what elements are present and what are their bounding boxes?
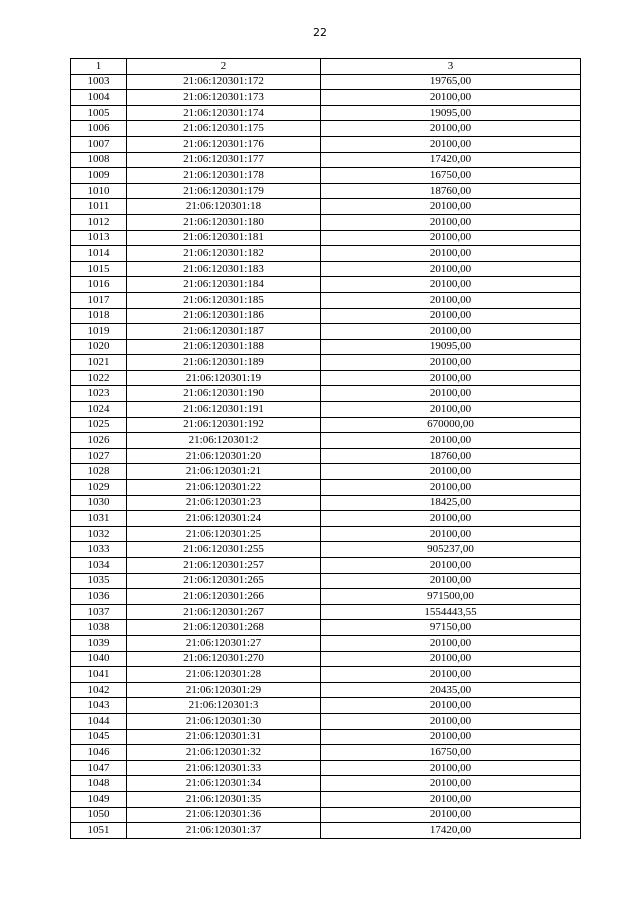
row-number-cell: 1031 [71, 511, 127, 527]
table-row [71, 620, 581, 636]
row-number-cell: 1010 [71, 183, 127, 199]
row-number-cell: 1033 [71, 542, 127, 558]
row-number-cell: 1003 [71, 74, 127, 90]
cadastral-number-cell: 21:06:120301:181 [127, 230, 321, 246]
row-number-cell: 1025 [71, 417, 127, 433]
row-number-cell: 1015 [71, 261, 127, 277]
table-row [71, 635, 581, 651]
value-cell: 20100,00 [321, 355, 581, 371]
row-number-cell: 1050 [71, 807, 127, 823]
table-row [71, 682, 581, 698]
row-number-cell: 1040 [71, 651, 127, 667]
value-cell: 670000,00 [321, 417, 581, 433]
table-row [71, 168, 581, 184]
cadastral-number-cell: 21:06:120301:179 [127, 183, 321, 199]
cadastral-number-cell: 21:06:120301:23 [127, 495, 321, 511]
row-number-cell: 1009 [71, 168, 127, 184]
table-row [71, 526, 581, 542]
cadastral-number-cell: 21:06:120301:22 [127, 480, 321, 496]
value-cell: 17420,00 [321, 152, 581, 168]
value-cell: 20100,00 [321, 214, 581, 230]
row-number-cell: 1030 [71, 495, 127, 511]
value-cell: 20100,00 [321, 807, 581, 823]
value-cell: 20100,00 [321, 511, 581, 527]
value-cell: 20100,00 [321, 480, 581, 496]
cadastral-number-cell: 21:06:120301:174 [127, 105, 321, 121]
table-row [71, 214, 581, 230]
table-row [71, 573, 581, 589]
row-number-cell: 1026 [71, 433, 127, 449]
row-number-cell: 1036 [71, 589, 127, 605]
value-cell: 20100,00 [321, 464, 581, 480]
row-number-cell: 1044 [71, 713, 127, 729]
cadastral-number-cell: 21:06:120301:185 [127, 292, 321, 308]
cadastral-number-cell: 21:06:120301:184 [127, 277, 321, 293]
row-number-cell: 1017 [71, 292, 127, 308]
value-cell: 16750,00 [321, 168, 581, 184]
row-number-cell: 1032 [71, 526, 127, 542]
table-row [71, 292, 581, 308]
cadastral-number-cell: 21:06:120301:270 [127, 651, 321, 667]
table-body [71, 74, 581, 838]
cadastral-number-cell: 21:06:120301:178 [127, 168, 321, 184]
value-cell: 20100,00 [321, 791, 581, 807]
row-number-cell: 1013 [71, 230, 127, 246]
column-header-3: 3 [321, 59, 581, 75]
cadastral-number-cell: 21:06:120301:21 [127, 464, 321, 480]
value-cell: 20100,00 [321, 760, 581, 776]
table-row [71, 464, 581, 480]
cadastral-number-cell: 21:06:120301:34 [127, 776, 321, 792]
value-cell: 20435,00 [321, 682, 581, 698]
cadastral-number-cell: 21:06:120301:191 [127, 402, 321, 418]
value-cell: 20100,00 [321, 573, 581, 589]
table-row [71, 776, 581, 792]
value-cell: 20100,00 [321, 713, 581, 729]
table-row [71, 745, 581, 761]
row-number-cell: 1016 [71, 277, 127, 293]
table-row [71, 698, 581, 714]
value-cell: 1554443,55 [321, 604, 581, 620]
cadastral-number-cell: 21:06:120301:19 [127, 370, 321, 386]
table-row [71, 246, 581, 262]
value-cell: 20100,00 [321, 230, 581, 246]
row-number-cell: 1049 [71, 791, 127, 807]
cadastral-number-cell: 21:06:120301:173 [127, 90, 321, 106]
table-row [71, 339, 581, 355]
cadastral-number-cell: 21:06:120301:27 [127, 635, 321, 651]
row-number-cell: 1022 [71, 370, 127, 386]
cadastral-number-cell: 21:06:120301:183 [127, 261, 321, 277]
table-row [71, 667, 581, 683]
value-cell: 20100,00 [321, 776, 581, 792]
cadastral-number-cell: 21:06:120301:177 [127, 152, 321, 168]
cadastral-number-cell: 21:06:120301:267 [127, 604, 321, 620]
cadastral-number-cell: 21:06:120301:188 [127, 339, 321, 355]
row-number-cell: 1008 [71, 152, 127, 168]
cadastral-number-cell: 21:06:120301:28 [127, 667, 321, 683]
row-number-cell: 1028 [71, 464, 127, 480]
row-number-cell: 1037 [71, 604, 127, 620]
cadastral-number-cell: 21:06:120301:192 [127, 417, 321, 433]
row-number-cell: 1038 [71, 620, 127, 636]
value-cell: 19765,00 [321, 74, 581, 90]
cadastral-number-cell: 21:06:120301:182 [127, 246, 321, 262]
cadastral-number-cell: 21:06:120301:18 [127, 199, 321, 215]
row-number-cell: 1023 [71, 386, 127, 402]
row-number-cell: 1007 [71, 136, 127, 152]
table-row [71, 604, 581, 620]
cadastral-number-cell: 21:06:120301:2 [127, 433, 321, 449]
value-cell: 20100,00 [321, 199, 581, 215]
value-cell: 20100,00 [321, 698, 581, 714]
value-cell: 20100,00 [321, 90, 581, 106]
cadastral-number-cell: 21:06:120301:25 [127, 526, 321, 542]
row-number-cell: 1020 [71, 339, 127, 355]
cadastral-number-cell: 21:06:120301:257 [127, 558, 321, 574]
table-row [71, 74, 581, 90]
table-row [71, 308, 581, 324]
table-row [71, 480, 581, 496]
row-number-cell: 1011 [71, 199, 127, 215]
cadastral-number-cell: 21:06:120301:30 [127, 713, 321, 729]
value-cell: 20100,00 [321, 324, 581, 340]
value-cell: 17420,00 [321, 823, 581, 839]
value-cell: 16750,00 [321, 745, 581, 761]
row-number-cell: 1039 [71, 635, 127, 651]
row-number-cell: 1004 [71, 90, 127, 106]
row-number-cell: 1048 [71, 776, 127, 792]
cadastral-number-cell: 21:06:120301:36 [127, 807, 321, 823]
row-number-cell: 1018 [71, 308, 127, 324]
row-number-cell: 1005 [71, 105, 127, 121]
value-cell: 20100,00 [321, 386, 581, 402]
value-cell: 20100,00 [321, 121, 581, 137]
table-row [71, 121, 581, 137]
value-cell: 905237,00 [321, 542, 581, 558]
table-row [71, 277, 581, 293]
cadastral-number-cell: 21:06:120301:33 [127, 760, 321, 776]
column-header-1: 1 [71, 59, 127, 75]
row-number-cell: 1012 [71, 214, 127, 230]
cadastral-number-cell: 21:06:120301:187 [127, 324, 321, 340]
table-row [71, 542, 581, 558]
table-row [71, 791, 581, 807]
row-number-cell: 1034 [71, 558, 127, 574]
row-number-cell: 1035 [71, 573, 127, 589]
value-cell: 18760,00 [321, 183, 581, 199]
cadastral-number-cell: 21:06:120301:186 [127, 308, 321, 324]
value-cell: 20100,00 [321, 729, 581, 745]
cadastral-number-cell: 21:06:120301:35 [127, 791, 321, 807]
cadastral-number-cell: 21:06:120301:190 [127, 386, 321, 402]
table-row [71, 355, 581, 371]
table-row [71, 136, 581, 152]
value-cell: 20100,00 [321, 246, 581, 262]
cadastral-number-cell: 21:06:120301:3 [127, 698, 321, 714]
cadastral-number-cell: 21:06:120301:20 [127, 448, 321, 464]
table-row [71, 589, 581, 605]
table-row [71, 152, 581, 168]
table-row [71, 230, 581, 246]
value-cell: 20100,00 [321, 261, 581, 277]
row-number-cell: 1041 [71, 667, 127, 683]
cadastral-number-cell: 21:06:120301:180 [127, 214, 321, 230]
row-number-cell: 1042 [71, 682, 127, 698]
table-row [71, 370, 581, 386]
row-number-cell: 1024 [71, 402, 127, 418]
table-row [71, 183, 581, 199]
row-number-cell: 1047 [71, 760, 127, 776]
data-table [70, 58, 581, 839]
table-row [71, 558, 581, 574]
value-cell: 20100,00 [321, 433, 581, 449]
row-number-cell: 1051 [71, 823, 127, 839]
value-cell: 19095,00 [321, 339, 581, 355]
table-row [71, 807, 581, 823]
cadastral-number-cell: 21:06:120301:266 [127, 589, 321, 605]
cadastral-number-cell: 21:06:120301:265 [127, 573, 321, 589]
value-cell: 20100,00 [321, 308, 581, 324]
row-number-cell: 1021 [71, 355, 127, 371]
value-cell: 20100,00 [321, 651, 581, 667]
table-row [71, 105, 581, 121]
value-cell: 20100,00 [321, 667, 581, 683]
value-cell: 20100,00 [321, 292, 581, 308]
row-number-cell: 1019 [71, 324, 127, 340]
value-cell: 20100,00 [321, 526, 581, 542]
table-row [71, 199, 581, 215]
cadastral-number-cell: 21:06:120301:175 [127, 121, 321, 137]
table-header-row [71, 59, 581, 75]
cadastral-number-cell: 21:06:120301:172 [127, 74, 321, 90]
cadastral-number-cell: 21:06:120301:29 [127, 682, 321, 698]
row-number-cell: 1006 [71, 121, 127, 137]
row-number-cell: 1045 [71, 729, 127, 745]
value-cell: 20100,00 [321, 402, 581, 418]
table-row [71, 261, 581, 277]
cadastral-number-cell: 21:06:120301:255 [127, 542, 321, 558]
cadastral-number-cell: 21:06:120301:24 [127, 511, 321, 527]
table-row [71, 760, 581, 776]
value-cell: 18425,00 [321, 495, 581, 511]
row-number-cell: 1043 [71, 698, 127, 714]
cadastral-number-cell: 21:06:120301:37 [127, 823, 321, 839]
table-row [71, 386, 581, 402]
row-number-cell: 1027 [71, 448, 127, 464]
cadastral-number-cell: 21:06:120301:176 [127, 136, 321, 152]
value-cell: 20100,00 [321, 370, 581, 386]
value-cell: 20100,00 [321, 277, 581, 293]
table-row [71, 823, 581, 839]
table-row [71, 729, 581, 745]
row-number-cell: 1046 [71, 745, 127, 761]
cadastral-number-cell: 21:06:120301:268 [127, 620, 321, 636]
cadastral-number-cell: 21:06:120301:31 [127, 729, 321, 745]
value-cell: 20100,00 [321, 558, 581, 574]
table-row [71, 713, 581, 729]
row-number-cell: 1029 [71, 480, 127, 496]
table-row [71, 90, 581, 106]
column-header-2: 2 [127, 59, 321, 75]
row-number-cell: 1014 [71, 246, 127, 262]
table-row [71, 448, 581, 464]
table-row [71, 495, 581, 511]
cadastral-number-cell: 21:06:120301:189 [127, 355, 321, 371]
cadastral-number-cell: 21:06:120301:32 [127, 745, 321, 761]
value-cell: 19095,00 [321, 105, 581, 121]
table-row [71, 402, 581, 418]
table-row [71, 651, 581, 667]
table-row [71, 511, 581, 527]
table-row [71, 433, 581, 449]
value-cell: 20100,00 [321, 136, 581, 152]
table-row [71, 417, 581, 433]
value-cell: 971500,00 [321, 589, 581, 605]
value-cell: 97150,00 [321, 620, 581, 636]
value-cell: 20100,00 [321, 635, 581, 651]
table-row [71, 324, 581, 340]
page-number: 22 [313, 26, 327, 39]
value-cell: 18760,00 [321, 448, 581, 464]
